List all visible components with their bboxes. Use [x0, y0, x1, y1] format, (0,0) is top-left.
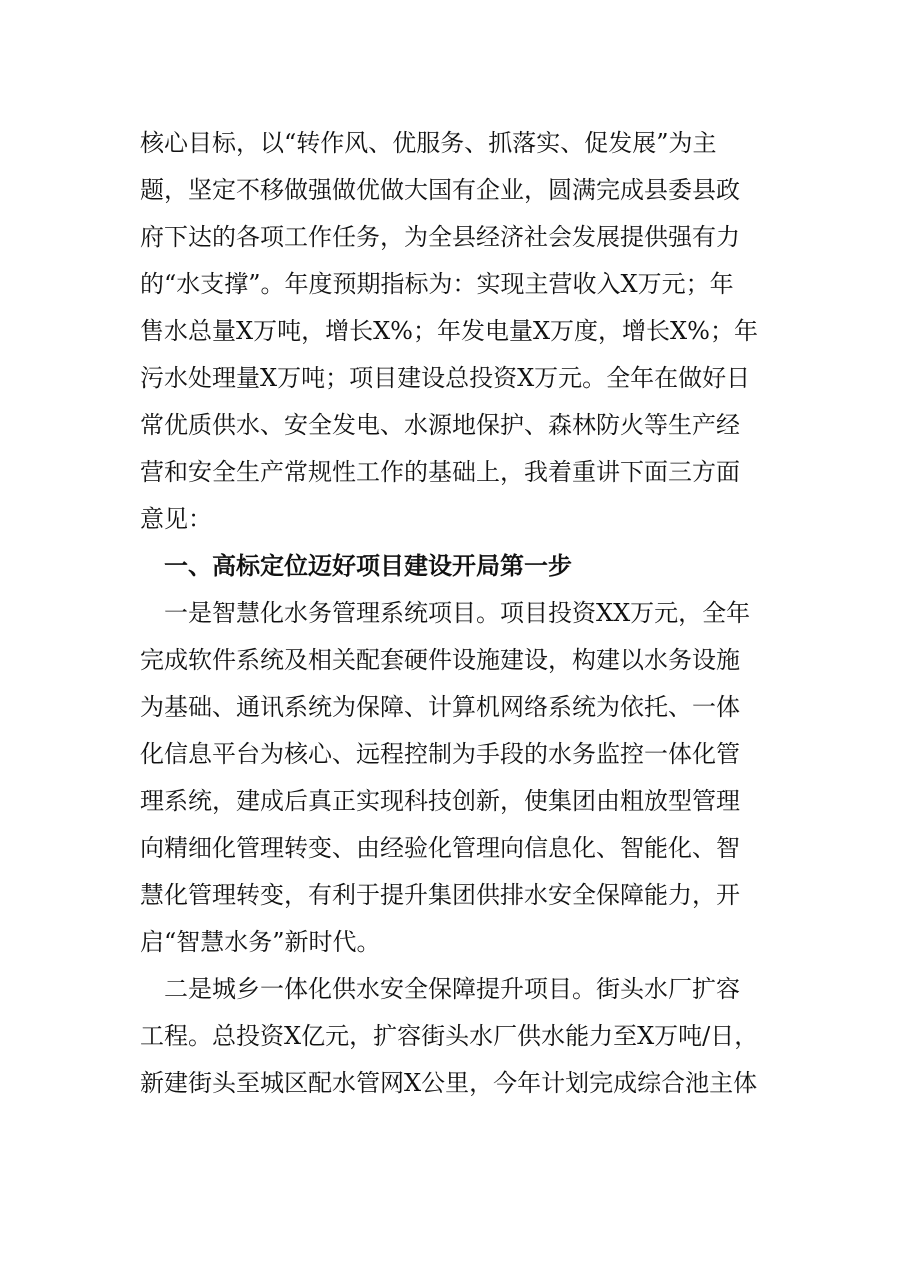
paragraph-line: 化信息平台为核心、远程控制为手段的水务监控一体化管	[140, 740, 740, 768]
paragraph-line: 营和安全生产常规性工作的基础上，我着重讲下面三方面	[140, 458, 740, 486]
paragraph-line: 为基础、通讯系统为保障、计算机网络系统为依托、一体	[140, 693, 740, 721]
document-body	[140, 120, 780, 1107]
paragraph-line: 新建街头至城区配水管网X公里，今年计划完成综合池主体	[140, 1069, 758, 1097]
paragraph-line: 的“水支撑”。年度预期指标为：实现主营收入X万元；年	[140, 270, 734, 298]
paragraph-line: 完成软件系统及相关配套硬件设施建设，构建以水务设施	[140, 646, 740, 674]
paragraph-line: 一是智慧化水务管理系统项目。项目投资XX万元，全年	[140, 599, 751, 627]
paragraph-line: 污水处理量X万吨；项目建设总投资X万元。全年在做好日	[140, 364, 751, 392]
paragraph-line: 售水总量X万吨，增长X%；年发电量X万度，增长X%；年	[140, 317, 758, 345]
paragraph-line: 启“智慧水务”新时代。	[140, 928, 381, 956]
paragraph-line: 向精细化管理转变、由经验化管理向信息化、智能化、智	[140, 834, 740, 862]
paragraph-line: 意见：	[140, 505, 212, 533]
paragraph-line: 二是城乡一体化供水安全保障提升项目。街头水厂扩容	[140, 975, 740, 1003]
paragraph-line: 府下达的各项工作任务，为全县经济社会发展提供强有力	[140, 223, 740, 251]
paragraph-line: 工程。总投资X亿元，扩容街头水厂供水能力至X万吨/日，	[140, 1022, 759, 1050]
paragraph-line: 核心目标，以“转作风、优服务、抓落实、促发展”为主	[140, 129, 717, 157]
section-heading: 一、高标定位迈好项目建设开局第一步	[140, 552, 572, 580]
paragraph-line: 慧化管理转变，有利于提升集团供排水安全保障能力，开	[140, 881, 740, 909]
paragraph-line: 常优质供水、安全发电、水源地保护、森林防火等生产经	[140, 411, 740, 439]
paragraph-line: 题，坚定不移做强做优做大国有企业，圆满完成县委县政	[140, 176, 740, 204]
paragraph-line: 理系统，建成后真正实现科技创新，使集团由粗放型管理	[140, 787, 740, 815]
